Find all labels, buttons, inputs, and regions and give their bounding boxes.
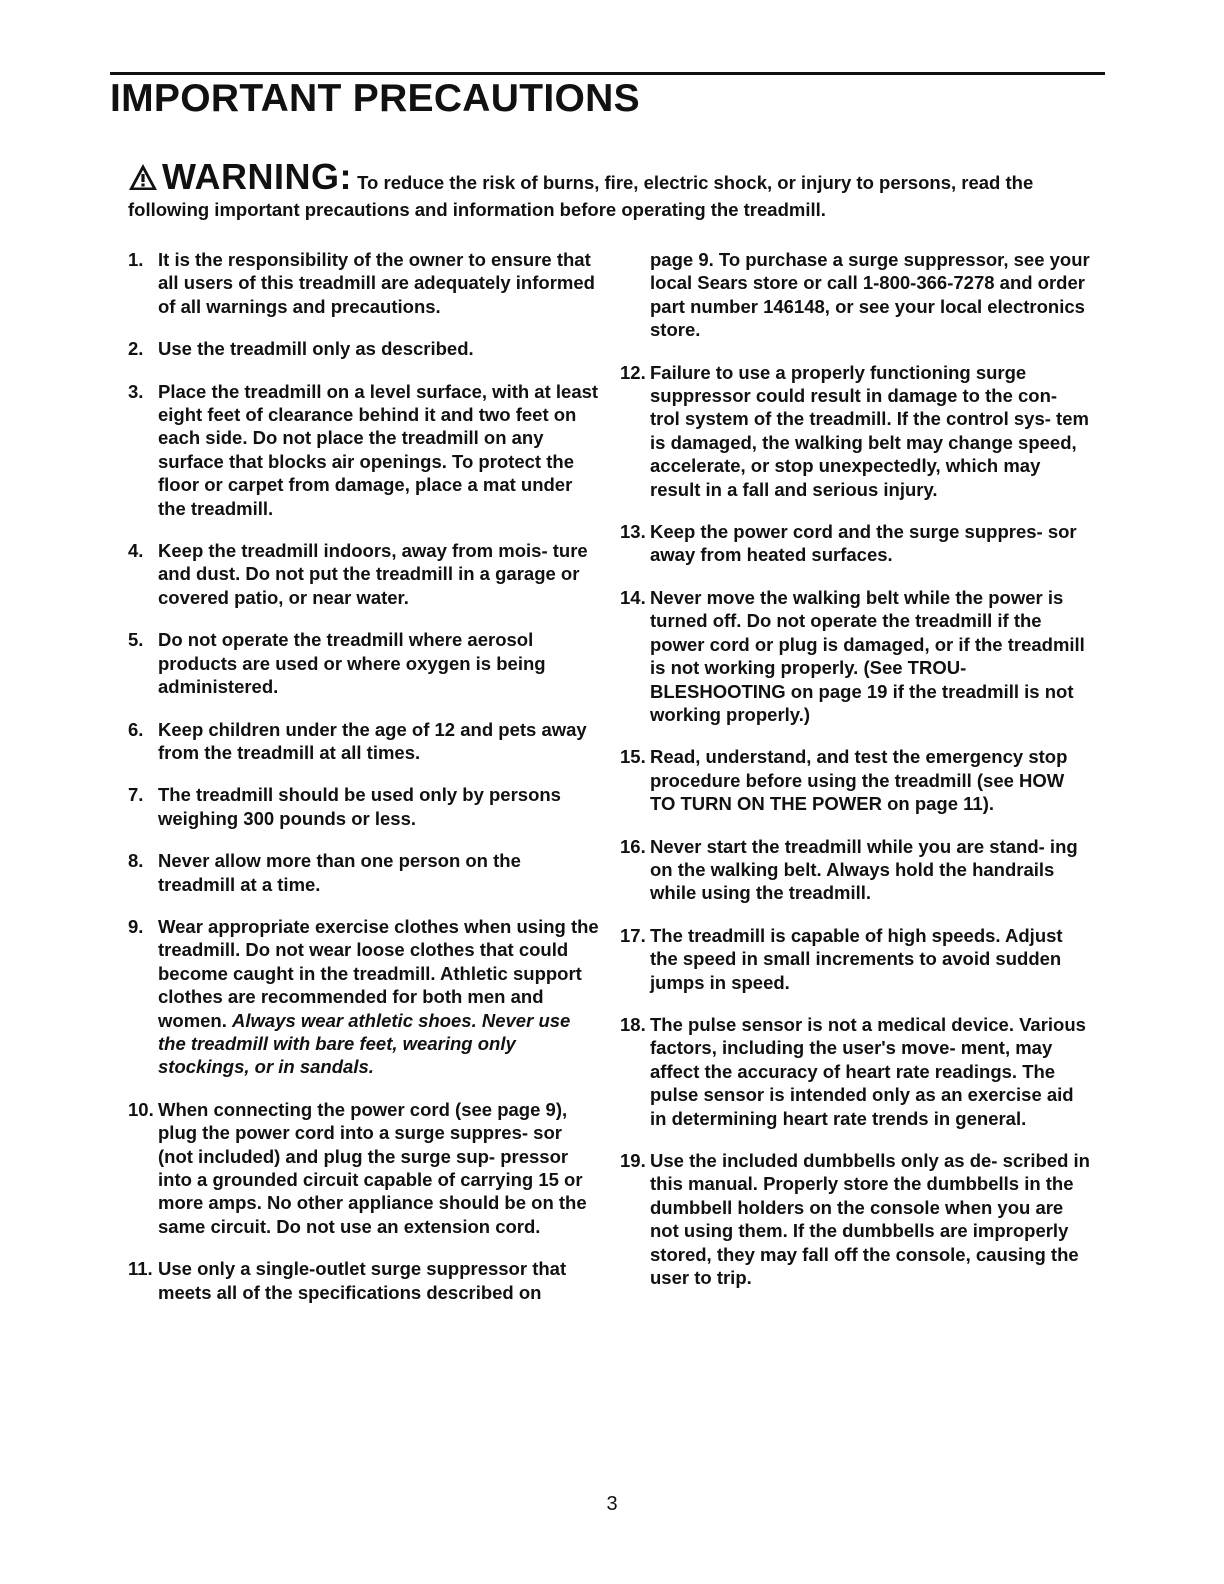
list-item (620, 1013, 1090, 1130)
warning-heading: WARNING: (162, 156, 352, 197)
list-item (128, 337, 600, 360)
list-item (128, 849, 600, 896)
header-rule (110, 72, 1105, 75)
item-text: Read, understand, and test the emergency stop procedure before using the treadmill (see HOW TO TURN ON THE POWER on page 11). (650, 746, 1068, 815)
item-number: 16. (620, 835, 646, 857)
item-number: 2. (128, 338, 144, 360)
warning-block (128, 156, 1108, 222)
item-number: 7. (128, 784, 144, 806)
item-number: 17. (620, 924, 646, 946)
list-item (620, 745, 1090, 815)
item-text: The treadmill is capable of high speeds. Adjust the speed in small increments to avoid sudden jumps in speed. (650, 924, 1063, 993)
item-text: It is the responsibility of the owner to ensure that all users of this treadmill are adequately informed of all warnings and precautions. (158, 249, 595, 317)
item-text: Use only a single-outlet surge suppressor that meets all of the specifications described on (158, 1258, 567, 1303)
item-text: The treadmill should be used only by persons weighing 300 pounds or less. (158, 784, 561, 829)
item-number: 9. (128, 915, 144, 937)
item-italic-text: Always wear athletic shoes. Never use the treadmill with bare feet, wearing only stockings, or in sandals. (158, 1009, 571, 1078)
item-text: Keep the treadmill indoors, away from mois- ture and dust. Do not put the treadmill in a garage or covered patio, or near water. (158, 540, 588, 608)
item-number: 11. (128, 1258, 153, 1280)
left-column (128, 248, 600, 1323)
item-text: When connecting the power cord (see page 9), plug the power cord into a surge suppres- sor (not included) and plug the surge sup- pressor into a grounded circuit capable of carrying 15 or more amps. No other appliance should be on the same circuit. Do not use an extension cord. (158, 1098, 587, 1237)
item-number: 12. (620, 361, 646, 383)
item-text: Place the treadmill on a level surface, with at least eight feet of clearance behind it and two feet on each side. Do not place the treadmill on any surface that blocks air openings. To protect the floor or carpet from damage, place a mat under the treadmill. (158, 380, 599, 519)
item-text: Never start the treadmill while you are stand- ing on the walking belt. Always hold the handrails while using the treadmill. (650, 835, 1078, 904)
warning-triangle-icon (128, 163, 158, 197)
list-item (128, 783, 600, 830)
item-text: Keep children under the age of 12 and pets away from the treadmill at all times. (158, 718, 587, 763)
item-number: 14. (620, 586, 646, 608)
warning-text-line1: To reduce the risk of burns, fire, electric shock, or injury to persons, read the (357, 172, 1034, 193)
list-item (128, 380, 600, 520)
list-item (128, 539, 600, 609)
list-item (620, 835, 1090, 905)
list-item (128, 915, 600, 1079)
list-item (128, 718, 600, 765)
item-text: Never move the walking belt while the power is turned off. Do not operate the treadmill if the power cord or plug is damaged, or if the treadmill is not working properly. (See TROU- BLESHOOTING on page 19 if the treadmill is not working properly.) (650, 586, 1085, 725)
page-number: 3 (606, 1493, 618, 1515)
item-number: 1. (128, 249, 144, 270)
list-item (620, 1149, 1090, 1289)
item-text: Use the treadmill only as described. (158, 338, 474, 360)
item-number: 4. (128, 540, 144, 562)
list-item (620, 361, 1090, 501)
item-number: 10. (128, 1098, 154, 1120)
item-text: Never allow more than one person on the treadmill at a time. (158, 850, 521, 895)
item-number: 8. (128, 850, 144, 872)
list-item (128, 248, 600, 318)
item-text: Failure to use a properly functioning surge suppressor could result in damage to the con- trol system of the treadmill. If the control sys- tem is damaged, the walking belt may change speed, accelerate, or stop unexpectedly, which may result in a fall and serious injury. (650, 361, 1089, 500)
item-text: Keep the power cord and the surge suppres- sor away from heated surfaces. (650, 521, 1077, 566)
list-item (128, 628, 600, 698)
item-number: 13. (620, 521, 646, 543)
item-number: 3. (128, 380, 144, 402)
item-text: Wear appropriate exercise clothes when using the treadmill. Do not wear loose clothes that could become caught in the treadmill. Athletic support clothes are recommended for both men and women. (158, 915, 599, 1031)
page-title: IMPORTANT PRECAUTIONS (110, 77, 640, 120)
item-number: 15. (620, 746, 646, 768)
warning-text-line2: following important precautions and information before operating the treadmill. (128, 199, 826, 220)
item-number: 18. (620, 1013, 646, 1035)
list-item (620, 924, 1090, 994)
item-continuation: page 9. To purchase a surge suppressor, see your local Sears store or call 1-800-366-7278 and order part number 146148, or see your local electronics store. (650, 249, 1090, 341)
list-item (128, 1098, 600, 1238)
item-number: 6. (128, 718, 144, 740)
item-number: 5. (128, 629, 144, 651)
item-number: 19. (620, 1150, 646, 1171)
item-text: The pulse sensor is not a medical device. Various factors, including the user's move- ment, may affect the accuracy of heart rate readings. The pulse sensor is intended only as an exercise aid in determining heart rate trends in general. (650, 1013, 1086, 1129)
item-text: Use the included dumbbells only as de- scribed in this manual. Properly store the dumbbells in the dumbbell holders on the console when you are not using them. If the dumbbells are improperly stored, they may fall off the console, causing the user to trip. (650, 1150, 1090, 1289)
list-item (128, 1257, 600, 1304)
right-column (620, 248, 1090, 1308)
list-item (620, 586, 1090, 726)
item-text: Do not operate the treadmill where aerosol products are used or where oxygen is being administered. (158, 629, 546, 698)
list-item (620, 520, 1090, 567)
